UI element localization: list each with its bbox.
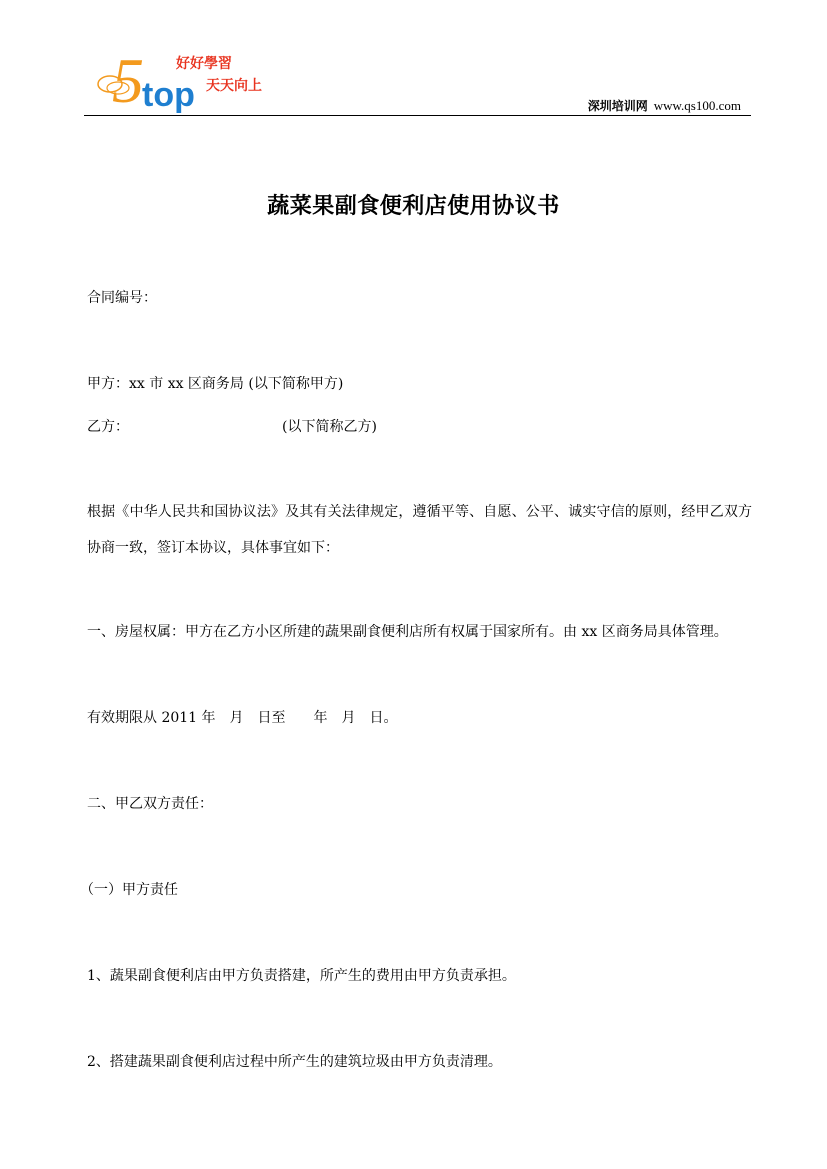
validity-year-2: 年 <box>313 710 328 726</box>
logo-word: top <box>142 76 195 114</box>
header-divider <box>84 115 751 116</box>
logo-slogan-2: 天天向上 <box>206 78 262 94</box>
logo <box>92 44 292 116</box>
item-2: 2、搭建蔬果副食便利店过程中所产生的建筑垃圾由甲方负责清理。 <box>87 1054 502 1070</box>
section-property-ownership: 一、房屋权属：甲方在乙方小区所建的蔬果副食便利店所有权属于国家所有。由 xx 区商务局具体管理。 <box>87 624 728 640</box>
logo-slogan-1: 好好學習 <box>176 56 232 72</box>
validity-month-2: 月 <box>341 710 356 726</box>
logo-digit: 5 <box>112 45 144 116</box>
validity-period <box>87 708 398 728</box>
validity-day-2: 日。 <box>369 710 398 726</box>
section-responsibilities: 二、甲乙双方责任： <box>87 796 213 812</box>
party-a: 甲方：xx 市 xx 区商务局 (以下简称甲方) <box>87 376 344 392</box>
document-title: 蔬菜果副食便利店使用协议书 <box>267 193 560 219</box>
site-name: 深圳培训网 <box>587 99 648 113</box>
preamble: 根据《中华人民共和国协议法》及其有关法律规定，遵循平等、自愿、公平、诚实守信的原则，经甲乙双方协商一致，签订本协议，具体事宜如下： <box>87 504 752 556</box>
logo-graphic <box>92 44 292 116</box>
subsection-party-a: （一）甲方责任 <box>80 882 178 898</box>
validity-day-1: 日至 <box>257 710 286 726</box>
validity-month-1: 月 <box>229 710 244 726</box>
item-1: 1、蔬果副食便利店由甲方负责搭建，所产生的费用由甲方负责承担。 <box>87 968 516 984</box>
contract-number: 合同编号： <box>87 290 157 306</box>
party-b <box>87 417 377 437</box>
party-b-suffix: (以下简称乙方) <box>282 419 377 435</box>
party-b-label: 乙方： <box>87 419 129 435</box>
site-url[interactable]: www.qs100.com <box>653 98 741 113</box>
site-info <box>588 97 741 114</box>
validity-prefix: 有效期限从 2011 年 <box>87 710 216 726</box>
